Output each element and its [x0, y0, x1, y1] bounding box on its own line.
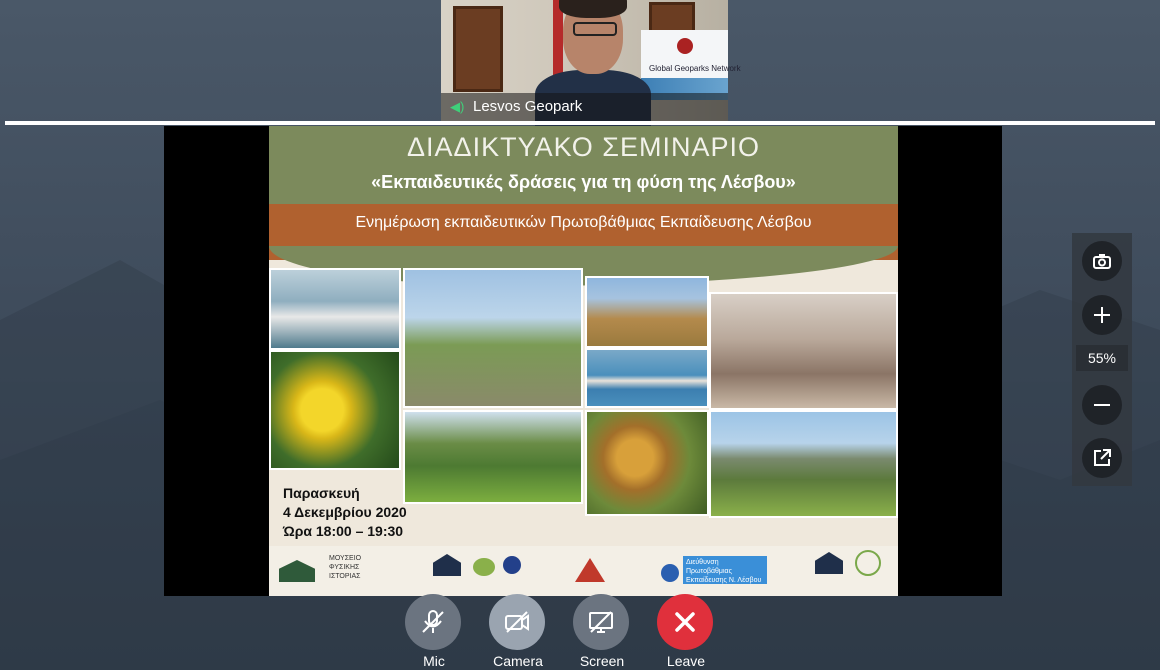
screen-label: Screen — [579, 653, 625, 669]
open-external-icon — [1092, 448, 1112, 468]
screen-share-icon — [587, 608, 615, 636]
photo-people-birdwatching — [403, 268, 583, 408]
camera-snapshot-icon — [1092, 251, 1112, 271]
person-glasses — [573, 22, 617, 36]
presentation-slide — [269, 126, 898, 596]
hellenic-republic-logo — [575, 558, 605, 582]
leave-button[interactable] — [657, 594, 713, 650]
slide-title: ΔΙΑΔΙΚΤΥΑΚΟ ΣΕΜΙΝΑΡΙΟ — [407, 132, 760, 162]
event-time: Ώρα 18:00 – 19:30 — [283, 523, 404, 539]
museum-logo-text: ΜΟΥΣΕΙΟ ΦΥΣΙΚΗΣ ΙΣΤΟΡΙΑΣ — [329, 555, 362, 580]
unesco-logo — [433, 554, 461, 576]
photo-mountain-valley — [709, 410, 898, 518]
mic-button[interactable] — [405, 594, 461, 650]
participant-name: Lesvos Geopark — [473, 98, 583, 115]
leave-label: Leave — [666, 653, 706, 669]
screen-button[interactable] — [573, 594, 629, 650]
slide-subtitle: «Εκπαιδευτικές δράσεις για τη φύση της Λέσβου» — [371, 172, 796, 192]
camera-button[interactable] — [489, 594, 545, 650]
camera-label: Camera — [493, 653, 543, 669]
network-logo — [503, 556, 521, 574]
bookshelf — [453, 6, 503, 92]
photo-flamingos — [269, 268, 401, 350]
photo-autumn-tree — [585, 410, 709, 516]
speaker-icon: ◀︎) — [450, 99, 465, 114]
geopark-banner — [641, 30, 741, 100]
participant-video-tile[interactable] — [441, 0, 741, 121]
microphone-off-icon — [419, 608, 447, 636]
museum-building-icon — [279, 560, 315, 582]
sponsor-logos — [269, 546, 898, 596]
geoparks-logo — [677, 38, 693, 54]
greek-emblem-icon — [661, 564, 679, 582]
shared-screen[interactable] — [164, 126, 1002, 596]
camera-off-icon — [503, 608, 531, 636]
zoom-out-button[interactable] — [1082, 385, 1122, 425]
mic-label: Mic — [423, 653, 445, 669]
person-hair — [559, 0, 627, 18]
geopark-logo — [473, 558, 495, 576]
zoom-level: 55% — [1076, 345, 1128, 371]
photo-coast-village — [585, 276, 709, 348]
zoom-in-button[interactable] — [1082, 295, 1122, 335]
event-date — [283, 484, 407, 541]
unesco-logo-right — [815, 552, 843, 574]
stage-divider[interactable] — [5, 121, 1155, 125]
participant-namebar — [441, 93, 728, 121]
minus-icon — [1092, 395, 1112, 415]
viewer-controls-panel — [1072, 233, 1132, 486]
photo-olive-grove — [403, 410, 583, 504]
plus-icon — [1092, 305, 1112, 325]
event-date-text: 4 Δεκεμβρίου 2020 — [283, 504, 407, 520]
education-directorate-logo: Διεύθυνση Πρωτοβάθμιας Εκπαίδευσης Ν. Λέσβου — [683, 556, 767, 584]
geopark-circle-logo — [855, 550, 881, 576]
close-icon — [671, 608, 699, 636]
slide-info-text: Ενημέρωση εκπαιδευτικών Πρωτοβάθμιας Εκπαίδευσης Λέσβου — [355, 214, 812, 231]
photo-boat — [585, 348, 709, 408]
event-day: Παρασκευή — [283, 485, 360, 501]
photo-museum-visit — [709, 292, 898, 410]
banner-text: Global Geoparks Network — [649, 64, 741, 73]
photo-yellow-flowers — [269, 350, 401, 470]
pop-out-button[interactable] — [1082, 438, 1122, 478]
snapshot-button[interactable] — [1082, 241, 1122, 281]
